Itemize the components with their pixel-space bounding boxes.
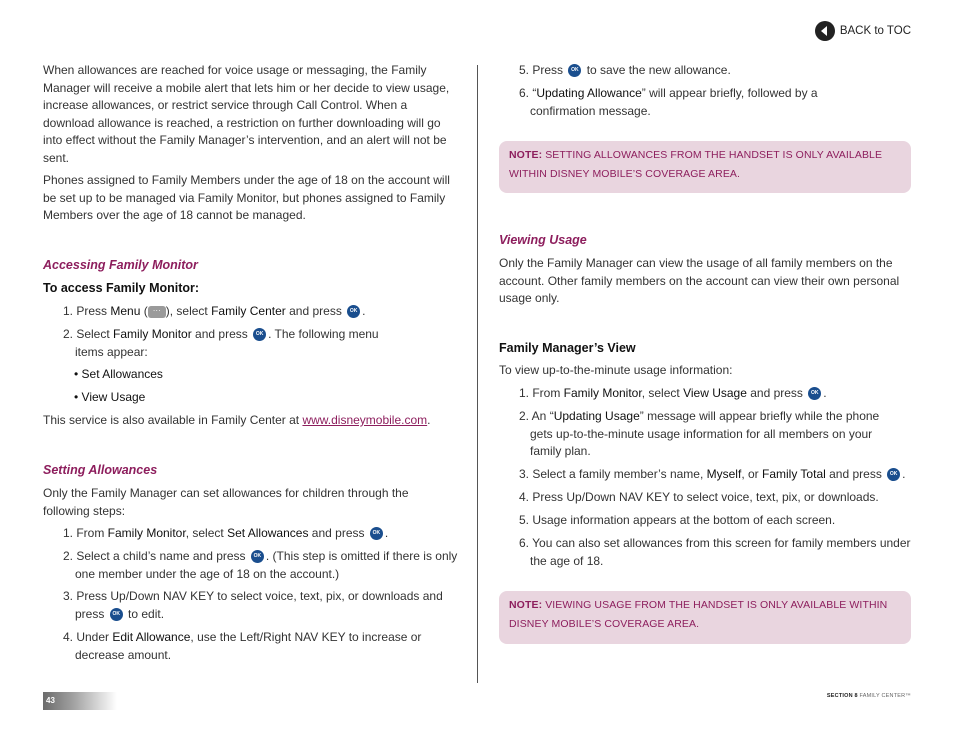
ok-key-icon: OK <box>370 527 383 540</box>
back-to-toc-link[interactable] <box>815 21 911 41</box>
set-step-5: 5. Press OK to save the new allowance. <box>519 63 731 77</box>
ok-key-icon: OK <box>568 64 581 77</box>
ok-key-icon: OK <box>887 468 900 481</box>
ok-key-icon: OK <box>347 305 360 318</box>
set-step-3: 3. Press Up/Down NAV KEY to select voice, text, pix, or downloads and press OK to edit. <box>63 589 443 621</box>
note-box-allowances <box>499 141 911 193</box>
note-label: NOTE: <box>509 149 543 161</box>
note-text: SETTING ALLOWANCES FROM THE HANDSET IS ONLY AVAILABLE WITHIN DISNEY MOBILE’S COVERAGE AREA. <box>509 149 883 180</box>
access-step-1: 1. Press Menu ( ··· ), select Family Center and press OK . <box>63 304 366 318</box>
set-step-6: 6. “Updating Allowance” will appear briefly, followed by a confirmation message. <box>519 86 818 118</box>
column-divider <box>477 65 478 683</box>
setting-allowances-intro: Only the Family Manager can set allowances for children through the following steps: <box>43 486 409 518</box>
view-step-6: 6. You can also set allowances from this screen for family members under the age of 18. <box>519 536 911 568</box>
view-step-3: 3. Select a family member’s name, Myself, or Family Total and press OK . <box>519 467 906 481</box>
access-step-2: 2. Select Family Monitor and press OK . The following menu items appear: <box>63 327 379 359</box>
view-step-4: 4. Press Up/Down NAV KEY to select voice, text, pix, or downloads. <box>519 490 879 504</box>
ok-key-icon: OK <box>110 608 123 621</box>
disneymobile-link[interactable]: www.disneymobile.com <box>302 413 428 427</box>
access-subheading: To access Family Monitor: <box>43 281 200 295</box>
back-to-toc-label: BACK to TOC <box>839 25 911 37</box>
ok-key-icon: OK <box>251 550 264 563</box>
page-number: 43 <box>46 696 55 705</box>
intro-paragraph-2: Phones assigned to Family Members under the age of 18 on the account will be set up to be managed via Family Monitor, but phones assigned to Family Members over the age of 18 cannot be managed. <box>43 173 450 222</box>
viewing-usage-heading: Viewing Usage <box>499 233 587 247</box>
set-step-4: 4. Under Edit Allowance, use the Left/Right NAV KEY to increase or decrease amount. <box>63 630 422 662</box>
family-managers-view-intro: To view up-to-the-minute usage information: <box>499 363 733 377</box>
view-step-5: 5. Usage information appears at the bottom of each screen. <box>519 513 836 527</box>
family-managers-view-subheading: Family Manager’s View <box>499 341 636 355</box>
intro-paragraph-1: When allowances are reached for voice usage or messaging, the Family Manager will receive a mobile alert that lets him or her decide to view usage, increase allowances, or restrict service through Call Control. When a download allowance is reached, a restriction on further downloading will go into effect without the Family Manager’s intervention, and an alert will not be sent. <box>43 63 450 165</box>
note-label: NOTE: <box>509 599 543 611</box>
back-arrow-icon <box>815 21 835 41</box>
set-step-2: 2. Select a child’s name and press OK . (This step is omitted if there is only one member under the age of 18 on the account.) <box>63 549 458 581</box>
ok-key-icon: OK <box>253 328 266 341</box>
ok-key-icon: OK <box>808 387 821 400</box>
service-availability-text: This service is also available in Family Center at www.disneymobile.com. <box>43 413 431 427</box>
menu-key-icon: ··· <box>148 306 166 318</box>
set-step-1: 1. From Family Monitor, select Set Allowances and press OK . <box>63 526 389 540</box>
view-step-1: 1. From Family Monitor, select View Usage and press OK . <box>519 386 827 400</box>
bullet-set-allowances: • Set Allowances <box>74 367 163 381</box>
viewing-usage-intro: Only the Family Manager can view the usage of all family members on the account. Other family members on the account can view their own personal usage only. <box>499 256 900 305</box>
bullet-view-usage: • View Usage <box>74 390 146 404</box>
note-box-usage <box>499 591 911 644</box>
note-text: VIEWING USAGE FROM THE HANDSET IS ONLY AVAILABLE WITHIN DISNEY MOBILE’S COVERAGE AREA. <box>509 599 888 630</box>
accessing-family-monitor-heading: Accessing Family Monitor <box>43 258 198 272</box>
setting-allowances-heading: Setting Allowances <box>43 463 158 477</box>
section-label: SECTION 8 FAMILY CENTER™ <box>826 693 911 699</box>
view-step-2: 2. An “Updating Usage” message will appear briefly while the phone gets up-to-the-minute usage information for all members on your family plan. <box>519 409 880 458</box>
page-number-bar <box>43 692 117 710</box>
